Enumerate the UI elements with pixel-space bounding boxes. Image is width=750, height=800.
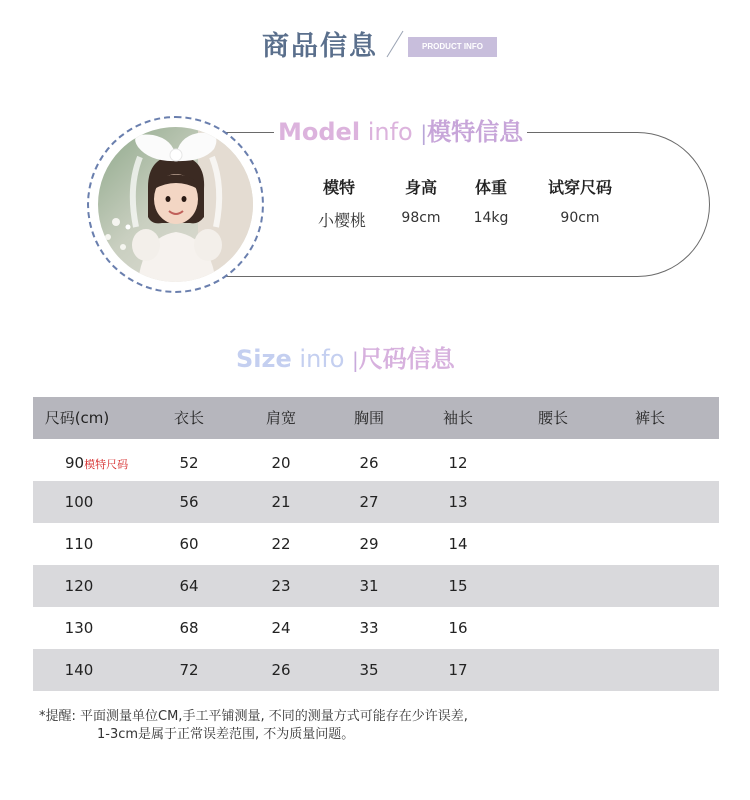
table-header-row: [33, 397, 719, 439]
row-chest: 29: [359, 535, 379, 553]
model-heading-bar: |: [420, 121, 428, 145]
row-shoulder: 22: [271, 535, 291, 553]
model-col-weight: [468, 175, 514, 226]
row-waist: [525, 607, 581, 649]
row-waist: [525, 565, 581, 607]
row-waist: [525, 649, 581, 691]
table-row: [33, 607, 719, 649]
table-header-size: 尺码(cm): [44, 409, 110, 427]
row-pants: [622, 523, 678, 565]
row-chest: 31: [359, 577, 379, 595]
table-row: [33, 565, 719, 607]
row-length: 56: [179, 493, 199, 511]
model-col-name: [318, 175, 367, 231]
row-sleeve: 14: [448, 535, 468, 553]
table-header-pants: 裤长: [634, 409, 665, 427]
table-row: [33, 481, 719, 523]
row-sleeve: 16: [448, 619, 468, 637]
row-pants: [622, 439, 678, 481]
table-row: [33, 649, 719, 691]
size-heading-zh: 尺码信息: [358, 345, 455, 373]
table-header-length: 衣长: [173, 409, 204, 427]
row-length: 64: [179, 577, 199, 595]
row-size: 100: [64, 493, 94, 511]
table-row: [33, 439, 719, 481]
row-shoulder: 20: [271, 454, 291, 472]
row-shoulder: 23: [271, 577, 291, 595]
model-col-size-value: 90cm: [560, 210, 600, 226]
row-waist: [525, 439, 581, 481]
model-heading-en-light: info: [360, 118, 413, 146]
size-table: [33, 397, 719, 691]
model-col-name-label: 模特: [322, 178, 355, 197]
table-row: [33, 523, 719, 565]
model-heading-en: Model: [278, 118, 361, 146]
model-col-weight-value: 14kg: [473, 210, 509, 226]
row-chest: 35: [359, 661, 379, 679]
row-size-cell: [65, 439, 165, 481]
row-pants: [622, 565, 678, 607]
row-waist: [525, 481, 581, 523]
divider-slash-icon: [383, 29, 407, 59]
row-chest: 33: [359, 619, 379, 637]
row-length: 72: [179, 661, 199, 679]
row-size: 140: [64, 661, 94, 679]
model-col-size-label: 试穿尺码: [547, 178, 612, 197]
row-pants: [622, 649, 678, 691]
table-header-waist: 腰长: [537, 409, 568, 427]
size-info-heading: [236, 339, 455, 374]
row-sleeve: 17: [448, 661, 468, 679]
size-heading-en: Size: [236, 345, 292, 373]
page-title: 商品信息: [262, 31, 378, 62]
row-length: 68: [179, 619, 199, 637]
model-col-height-value: 98cm: [401, 210, 441, 226]
row-sleeve: 15: [448, 577, 468, 595]
row-size: 130: [64, 619, 94, 637]
model-col-height-label: 身高: [404, 178, 437, 197]
model-col-weight-label: 体重: [474, 178, 507, 197]
row-length: 52: [179, 454, 199, 472]
tips-line-1: *提醒: 平面测量单位CM,手工平铺测量, 不同的测量方式可能存在少许误差,: [39, 709, 468, 724]
size-heading-en-light: info: [291, 345, 345, 373]
table-header-chest: 胸围: [353, 409, 384, 427]
row-sleeve: 12: [448, 454, 468, 472]
table-header-sleeve: 袖长: [442, 409, 473, 427]
measurement-tips: [39, 708, 468, 744]
row-size: 90: [65, 454, 85, 472]
row-size: 120: [64, 577, 94, 595]
model-heading-zh: 模特信息: [427, 118, 524, 146]
row-length: 60: [179, 535, 199, 553]
row-chest: 27: [359, 493, 379, 511]
model-photo: [98, 127, 253, 282]
table-header-shoulder: 肩宽: [265, 409, 296, 427]
product-info-badge: PRODUCT INFO: [408, 37, 497, 57]
row-shoulder: 26: [271, 661, 291, 679]
row-size: 110: [64, 535, 94, 553]
row-shoulder: 21: [271, 493, 291, 511]
row-pants: [622, 481, 678, 523]
tips-line-2: 1-3cm是属于正常误差范围, 不为质量问题。: [97, 727, 355, 742]
model-size-note: 模特尺码: [84, 458, 129, 471]
row-sleeve: 13: [448, 493, 468, 511]
row-shoulder: 24: [271, 619, 291, 637]
model-col-name-value: 小樱桃: [318, 211, 367, 230]
size-heading-bar: |: [352, 348, 359, 372]
row-chest: 26: [359, 454, 379, 472]
row-waist: [525, 523, 581, 565]
model-photo-illustration: [98, 127, 253, 282]
model-col-height: [398, 175, 444, 226]
row-pants: [622, 607, 678, 649]
model-col-size: [540, 175, 620, 226]
model-info-heading: [274, 112, 527, 147]
